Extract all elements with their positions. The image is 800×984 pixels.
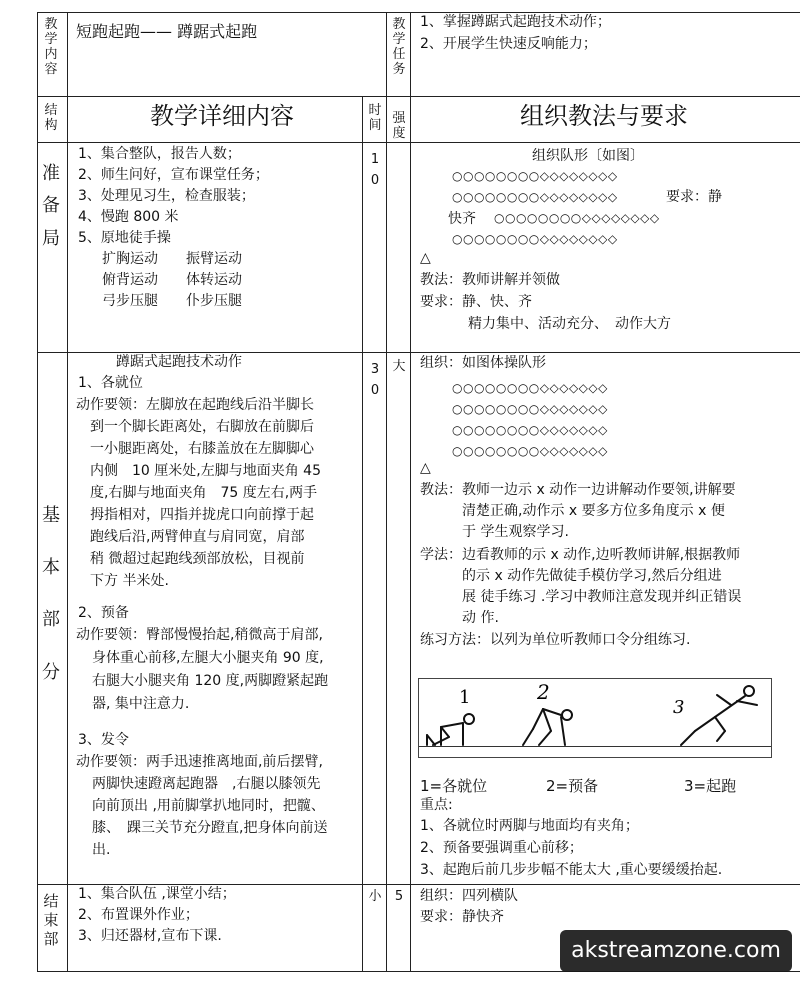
task-item: 1、掌握蹲踞式起跑技术动作； [420, 14, 611, 30]
learn-line: 动 作. [420, 610, 499, 626]
prep-requirement-prefix: 快齐 [448, 211, 476, 227]
table-border-left [37, 12, 38, 972]
prep-label: 准 备 局 [42, 163, 60, 249]
prep-item: 5、原地徒手操 [78, 230, 171, 246]
step-line: 向前顶出 ,用前脚掌扒地同时，把髋、 [92, 798, 325, 814]
caption: 2=预备 [546, 777, 599, 795]
basic-org: 组织：如图体操队形 [420, 355, 546, 371]
structure-header: 结 构 [44, 103, 58, 133]
learn-line: 的示 x 动作先做徒手模仿学习,然后分组进 [420, 568, 722, 584]
prep-time: 1 0 [370, 152, 380, 188]
table-divider [386, 12, 387, 972]
basic-heading: 蹲踞式起跑技术动作 [116, 354, 242, 370]
teacher-triangle-icon: △ [420, 460, 431, 476]
key-title: 重点: [420, 797, 453, 813]
prep-item: 俯背运动 体转运动 [102, 272, 242, 288]
end-item: 3、归还器材,宣布下课. [78, 928, 222, 944]
formation-diagram: ○○○○○○○○◇◇◇◇◇◇◇◇ ○○○○○○○○◇◇◇◇◇◇◇◇ [452, 169, 618, 204]
step-line: 到一个脚长距离处，右脚放在前脚后 [90, 419, 314, 435]
prep-item: 4、慢跑 800 米 [78, 209, 179, 225]
caption: 3=起跑 [684, 777, 737, 795]
prep-item: 3、处理见习生，检查服装； [78, 188, 255, 204]
method-header: 组织教法与要求 [520, 102, 688, 130]
prep-requirement-suffix: 要求：静 [666, 189, 722, 205]
key-point: 2、预备要强调重心前移； [420, 840, 583, 856]
step-line: 下方 半米处. [90, 573, 169, 589]
prep-item: 弓步压腿 仆步压腿 [102, 293, 242, 309]
table-divider [362, 96, 363, 972]
table-divider [37, 142, 800, 143]
key-point: 1、各就位时两脚与地面均有夹角； [420, 818, 639, 834]
teacher-triangle-icon: △ [420, 250, 431, 266]
prep-item: 2、师生问好，宣布课堂任务； [78, 167, 269, 183]
step-line: 膝、 踝三关节充分蹬直,把身体向前送 [92, 820, 328, 836]
prep-require: 精力集中、活动充分、 动作大方 [468, 316, 671, 332]
formation-title: 组织队形〔如图〕 [532, 148, 644, 164]
practice-method: 练习方法：以列为单位听教师口令分组练习. [420, 632, 691, 648]
step-line: 器, 集中注意力. [92, 696, 190, 712]
formation-diagram: ○○○○○○○○◇◇◇◇◇◇◇◇ [494, 211, 660, 225]
step-title: 3、发令 [78, 732, 129, 748]
end-require: 要求：静快齐 [420, 909, 504, 925]
intensity-label: 强 度 [392, 111, 406, 141]
step-title: 2、预备 [78, 605, 129, 621]
end-item: 2、布置课外作业； [78, 907, 199, 923]
prep-method: 教法：教师讲解并领做 [420, 272, 560, 288]
lesson-topic: 短跑起跑—— 蹲踞式起跑 [76, 22, 258, 41]
step-line: 内侧 10 厘米处,左脚与地面夹角 45 [90, 463, 321, 479]
table-divider [37, 352, 800, 353]
step-title: 1、各就位 [78, 375, 143, 391]
step-line: 动作要领：两手迅速推离地面,前后摆臂, [76, 754, 323, 770]
fig-num-2: 2 [537, 680, 550, 704]
end-time: 小 [368, 889, 382, 904]
formation-diagram: ○○○○○○○○◇◇◇◇◇◇◇◇ [452, 232, 618, 246]
watermark-badge: akstreamzone.com [560, 930, 792, 972]
step-line: 出. [92, 842, 111, 858]
basic-time: 3 0 [370, 362, 380, 398]
task-item: 2、开展学生快速反响能力； [420, 36, 597, 52]
table-divider [410, 12, 411, 972]
ground-line [419, 746, 771, 747]
formation-diagram: ○○○○○○○○◇◇◇◇◇◇◇ ○○○○○○○○◇◇◇◇◇◇◇ ○○○○○○○○◇◇◇◇◇◇◇ ○○○○○○○○◇◇◇◇◇◇◇ [452, 381, 608, 458]
table-divider [37, 884, 800, 885]
method-line: 教法：教师一边示 x 动作一边讲解动作要领,讲解要 [420, 482, 736, 498]
step-line: 动作要领：左脚放在起跑线后沿半脚长 [76, 397, 314, 413]
step-line: 动作要领：臀部慢慢抬起,稍微高于肩部, [76, 627, 323, 643]
time-header: 时 间 [368, 103, 382, 133]
step-line: 两脚快速蹬离起跑器 ,右腿以膝领先 [92, 776, 321, 792]
key-point: 3、起跑后前几步步幅不能太大 ,重心要缓缓抬起. [420, 862, 723, 878]
basic-intensity: 大 [392, 359, 406, 374]
table-divider [67, 12, 68, 972]
end-time-value: 5 [394, 889, 404, 904]
step-line: 稍 微超过起跑线颈部放松，目视前 [90, 551, 305, 567]
step-line: 身体重心前移,左腿大小腿夹角 90 度, [92, 650, 324, 666]
step-line: 右腿大小腿夹角 120 度,两脚蹬紧起跑 [92, 673, 329, 689]
prep-require: 要求：静、快、齐 [420, 294, 532, 310]
prep-item: 扩胸运动 振臂运动 [102, 251, 242, 267]
step-line: 跑线后沿,两臂伸直与肩同宽，肩部 [90, 529, 305, 545]
task-label: 教 学 任 务 [392, 17, 406, 77]
method-line: 清楚正确,动作示 x 要多方位多角度示 x 便 [420, 503, 725, 519]
method-line: 于 学生观察学习. [420, 524, 569, 540]
step-line: 一小腿距离处，右膝盖放在左脚脚心 [90, 441, 314, 457]
table-border-top [37, 12, 800, 13]
step-line: 拇指相对，四指并拢虎口向前撑于起 [90, 507, 314, 523]
end-label: 结 束 部 [43, 892, 59, 948]
table-divider [37, 96, 800, 97]
fig-num-1: 1 [459, 687, 471, 708]
detail-header: 教学详细内容 [150, 102, 294, 130]
fig-num-3: 3 [673, 697, 685, 718]
basic-label: 基 本 部 分 [42, 505, 60, 683]
end-org: 组织：四列横队 [420, 888, 518, 904]
end-item: 1、集合队伍 ,课堂小结； [78, 886, 236, 902]
start-phases-figure [418, 678, 772, 758]
learn-line: 学法：边看教师的示 x 动作,边听教师讲解,根据教师 [420, 547, 741, 563]
step-line: 度,右脚与地面夹角 75 度左右,两手 [90, 485, 318, 501]
prep-item: 1、集合整队，报告人数； [78, 146, 241, 162]
content-label: 教 学 内 容 [44, 17, 58, 77]
caption: 1=各就位 [420, 777, 488, 795]
learn-line: 展 徒手练习 .学习中教师注意发现并纠正错误 [420, 589, 742, 605]
